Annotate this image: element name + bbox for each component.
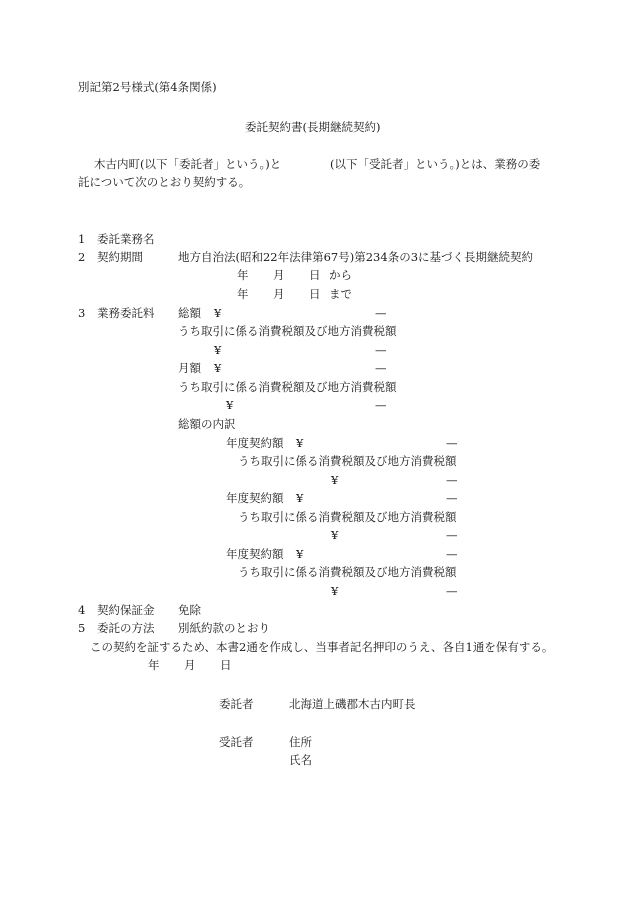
to-day: 日 bbox=[309, 287, 321, 301]
annual-dash: — bbox=[446, 547, 458, 561]
annual-label: 年度契約額 bbox=[226, 436, 284, 450]
total-yen: ¥ bbox=[214, 306, 222, 320]
annual-tax-text: うち取引に係る消費税額及び地方消費税額 bbox=[238, 565, 457, 579]
from-month: 月 bbox=[273, 268, 285, 282]
annual-tax-dash: — bbox=[446, 584, 458, 598]
annual-dash: — bbox=[446, 436, 458, 450]
monthly-yen: ¥ bbox=[214, 361, 222, 375]
item3-label: 業務委託料 bbox=[97, 306, 155, 320]
item4-label: 契約保証金 bbox=[97, 603, 155, 617]
annual-tax-yen: ¥ bbox=[331, 528, 339, 542]
total-dash: — bbox=[375, 306, 387, 320]
item5-label: 委託の方法 bbox=[97, 621, 155, 635]
monthly-tax-text: うち取引に係る消費税額及び地方消費税額 bbox=[178, 380, 397, 394]
item1-number: 1 bbox=[78, 232, 86, 246]
from-year: 年 bbox=[237, 268, 249, 282]
total-tax-yen: ¥ bbox=[214, 343, 222, 357]
annual-tax-yen: ¥ bbox=[331, 473, 339, 487]
item1-label: 委託業務名 bbox=[97, 232, 155, 246]
item2-number: 2 bbox=[78, 250, 86, 264]
total-tax-dash: — bbox=[375, 343, 387, 357]
date-day: 日 bbox=[220, 658, 232, 672]
item5-value: 別紙約款のとおり bbox=[178, 621, 270, 635]
item5-number: 5 bbox=[78, 621, 86, 635]
client-label: 委託者 bbox=[219, 697, 254, 711]
to-word: まで bbox=[329, 287, 352, 301]
monthly-label: 月額 bbox=[178, 361, 201, 375]
annual-yen: ¥ bbox=[296, 491, 304, 505]
breakdown-label: 総額の内訳 bbox=[178, 417, 236, 431]
to-month: 月 bbox=[273, 287, 285, 301]
document-title: 委託契約書(長期継続契約) bbox=[245, 120, 381, 134]
annual-tax-dash: — bbox=[446, 528, 458, 542]
intro-text-part2: (以下「受託者」という。)とは、業務の委 bbox=[330, 157, 541, 171]
monthly-dash: — bbox=[375, 361, 387, 375]
item3-number: 3 bbox=[78, 306, 86, 320]
annual-label: 年度契約額 bbox=[226, 491, 284, 505]
monthly-tax-dash: — bbox=[375, 398, 387, 412]
to-year: 年 bbox=[237, 287, 249, 301]
total-label: 総額 bbox=[178, 306, 201, 320]
intro-text-part1: 木古内町(以下「委託者」という。)と bbox=[94, 157, 282, 171]
annual-dash: — bbox=[446, 491, 458, 505]
item2-text: 地方自治法(昭和22年法律第67号)第234条の3に基づく長期継続契約 bbox=[178, 250, 534, 264]
date-month: 月 bbox=[184, 658, 196, 672]
closing-text: この契約を証するため、本書2通を作成し、当事者記名押印のうえ、各自1通を保有する。 bbox=[90, 640, 554, 654]
name-label: 氏名 bbox=[289, 753, 312, 767]
address-label: 住所 bbox=[289, 735, 312, 749]
from-word: から bbox=[329, 268, 352, 282]
annual-label: 年度契約額 bbox=[226, 547, 284, 561]
client-value: 北海道上磯郡木古内町長 bbox=[289, 697, 416, 711]
intro-text-line2: 託について次のとおり契約する。 bbox=[78, 175, 251, 189]
annual-yen: ¥ bbox=[296, 436, 304, 450]
date-year: 年 bbox=[148, 658, 160, 672]
form-label: 別記第2号様式(第4条関係) bbox=[78, 80, 217, 94]
total-tax-text: うち取引に係る消費税額及び地方消費税額 bbox=[178, 324, 397, 338]
annual-tax-text: うち取引に係る消費税額及び地方消費税額 bbox=[238, 510, 457, 524]
from-day: 日 bbox=[309, 268, 321, 282]
item4-value: 免除 bbox=[178, 603, 201, 617]
contractor-label: 受託者 bbox=[219, 735, 254, 749]
item2-label: 契約期間 bbox=[97, 250, 143, 264]
annual-tax-yen: ¥ bbox=[331, 584, 339, 598]
annual-tax-text: うち取引に係る消費税額及び地方消費税額 bbox=[238, 454, 457, 468]
annual-yen: ¥ bbox=[296, 547, 304, 561]
item4-number: 4 bbox=[78, 603, 86, 617]
monthly-tax-yen: ¥ bbox=[226, 398, 234, 412]
annual-tax-dash: — bbox=[446, 473, 458, 487]
